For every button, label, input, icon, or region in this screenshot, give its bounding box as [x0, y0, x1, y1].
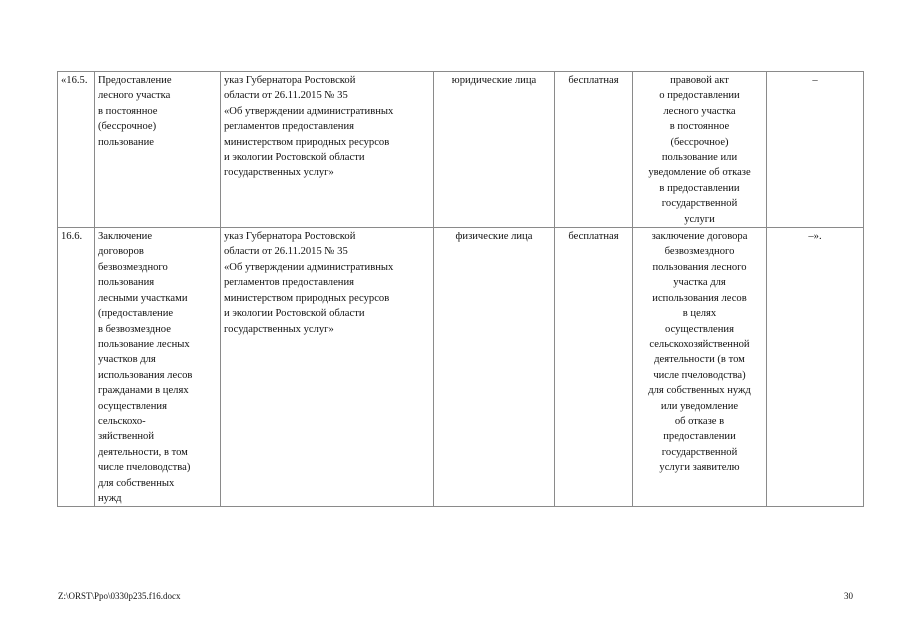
cell-line: указ Губернатора Ростовской [224, 231, 356, 243]
cell-line: государственных услуг» [224, 323, 334, 335]
cell-line: осуществления [98, 400, 167, 412]
cell-line: лесного участка [98, 90, 171, 102]
legal-basis-cell [221, 228, 434, 507]
footer-file-path: Z:\ORST\Ppo\0330p235.f16.docx [58, 591, 181, 601]
footer-page-number: 30 [844, 591, 853, 601]
cell-line: или уведомление [660, 400, 739, 412]
cell-line: (предоставление [98, 308, 174, 320]
cell-line: в целях [682, 308, 717, 320]
cell-line: услуги [684, 213, 715, 225]
row-number-cell [58, 228, 95, 507]
cell-line: гражданами в целях [98, 385, 189, 397]
legal-basis-cell [221, 72, 434, 228]
applicants-cell [434, 72, 555, 228]
cell-line: государственных услуг» [224, 167, 334, 179]
cell-line: заключение договора [651, 231, 748, 243]
cell-line: пользования [98, 277, 155, 289]
cell-line: числе пчеловодства) [653, 369, 746, 381]
cell-line: для собственных [98, 477, 175, 489]
cell-line: уведомление об отказе [648, 167, 751, 179]
cell-line: предоставлении [663, 431, 736, 443]
cell-text: юридические лица [451, 75, 537, 86]
cell-line: нужд [98, 492, 122, 504]
table-row [58, 228, 864, 507]
cell-line: и экологии Ростовской области [224, 152, 365, 164]
cost-cell [555, 228, 633, 507]
cell-line: в безвозмездное [98, 323, 171, 335]
cell-text: –». [808, 231, 822, 243]
cell-line: безвозмездного [98, 261, 168, 273]
row-number-cell [58, 72, 95, 228]
cell-line: «Об утверждении административных [224, 105, 394, 117]
cell-line: (бессрочное) [670, 136, 729, 148]
cell-line: участка для [673, 277, 726, 289]
cell-line: регламентов предоставления [224, 277, 355, 289]
cell-line: министерством природных ресурсов [224, 136, 390, 148]
cell-line: «Об утверждении административных [224, 261, 394, 273]
result-cell [633, 228, 767, 507]
cell-line: пользование или [661, 152, 738, 164]
cell-line: государственной [661, 446, 738, 458]
cell-text: бесплатная [568, 231, 619, 243]
cell-line: участков для [98, 354, 156, 366]
cell-line: в постоянное [98, 105, 158, 117]
service-name-cell [95, 72, 221, 228]
table-row [58, 72, 864, 228]
cell-line: в постоянное [669, 121, 730, 133]
cell-line: лесными участками [98, 292, 188, 304]
cell-line: области от 26.11.2015 № 35 [224, 246, 348, 258]
cell-line: пользование [98, 136, 154, 148]
cell-line: лесного участка [663, 105, 736, 117]
cell-text: 16.6. [61, 231, 83, 243]
applicants-cell [434, 228, 555, 507]
cell-line: использования лесов [98, 369, 193, 381]
cell-line: министерством природных ресурсов [224, 292, 390, 304]
cost-cell [555, 72, 633, 228]
cell-line: деятельности, в том [98, 446, 188, 458]
extra-cell [767, 72, 864, 228]
cell-line: зяйственной [98, 431, 155, 443]
cell-line: Заключение [98, 231, 153, 243]
service-name-cell [95, 228, 221, 507]
cell-line: Предоставление [98, 75, 172, 86]
result-cell [633, 72, 767, 228]
cell-line: деятельности (в том [654, 354, 745, 366]
cell-line: (бессрочное) [98, 121, 157, 133]
cell-line: об отказе в [674, 415, 725, 427]
cell-line: сельскохозяйственной [649, 338, 750, 350]
cell-line: в предоставлении [659, 182, 740, 194]
cell-line: указ Губернатора Ростовской [224, 75, 356, 86]
cell-line: пользование лесных [98, 338, 190, 350]
cell-line: государственной [661, 198, 738, 210]
cell-line: договоров [98, 246, 144, 258]
cell-line: регламентов предоставления [224, 121, 355, 133]
cell-line: о предоставлении [659, 90, 740, 102]
extra-cell [767, 228, 864, 507]
cell-line: и экологии Ростовской области [224, 308, 365, 320]
cell-text: бесплатная [568, 75, 619, 86]
cell-text: «16.5. [61, 75, 88, 86]
cell-line: сельскохо- [98, 415, 146, 427]
services-table [57, 71, 864, 507]
cell-line: использования лесов [652, 292, 747, 304]
cell-line: осуществления [665, 323, 734, 335]
cell-line: области от 26.11.2015 № 35 [224, 90, 348, 102]
cell-line: услуги заявителю [659, 462, 740, 474]
cell-line: правовой акт [670, 75, 729, 86]
cell-text: физические лица [455, 231, 533, 243]
cell-line: пользования лесного [652, 261, 747, 273]
cell-line: безвозмездного [664, 246, 735, 258]
cell-line: для собственных нужд [648, 385, 751, 397]
cell-text: – [812, 75, 818, 86]
cell-line: числе пчеловодства) [98, 462, 191, 474]
